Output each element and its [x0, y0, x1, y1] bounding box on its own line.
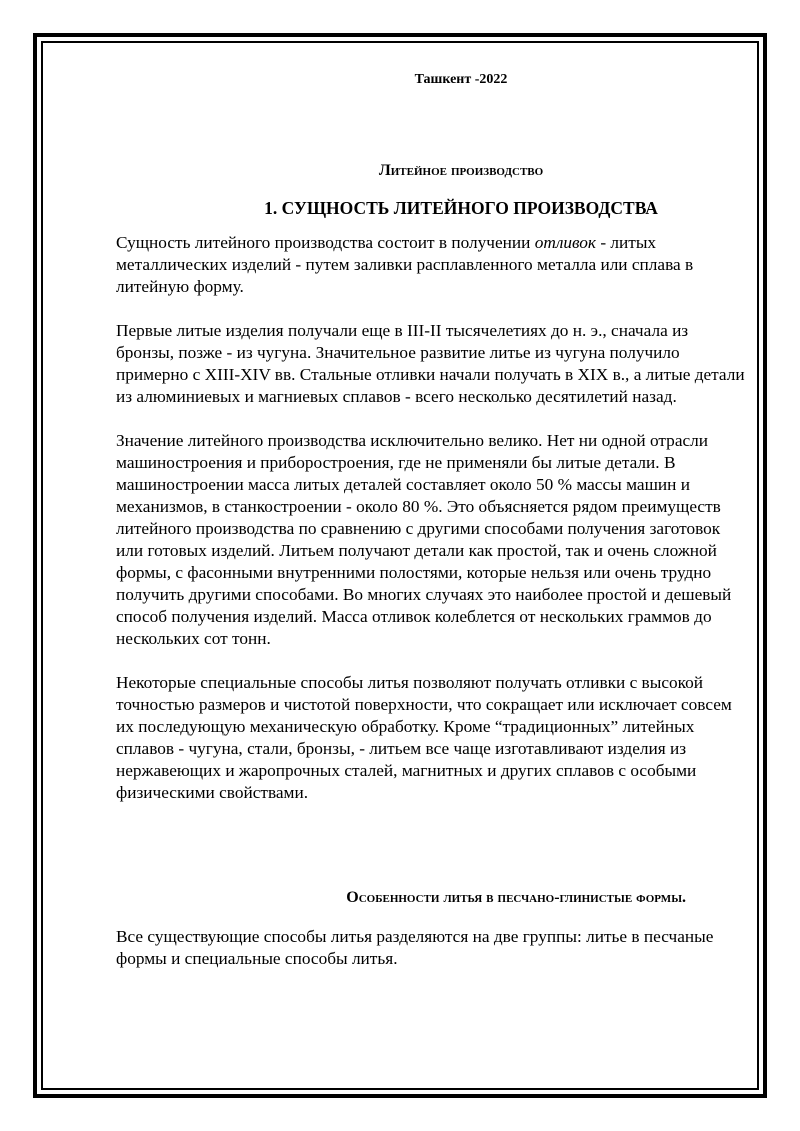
- emphasis-term: отливок: [534, 233, 596, 252]
- paragraph-text: Сущность литейного производства состоит в получении: [116, 233, 535, 252]
- paragraph-special-methods: Некоторые специальные способы литья позволяют получать отливки с высокой точностью размеров и чистотой поверхности, что сокращает или исключает совсем их последующую механическую обработку. Кроме “традиционных” литейных сплавов - чугуна, стали, бронзы, - литьем все чаще изготавливают изделия из нержавеющих и жаропрочных сталей, магнитных и других сплавов с особыми физическими свойствами.: [116, 673, 732, 802]
- chapter-title: Литейное производство: [378, 162, 544, 179]
- paragraph-casting-groups: Все существующие способы литья разделяются на две группы: литье в песчаные формы и специальные способы литья.: [116, 927, 714, 968]
- city-year: Ташкент -2022: [414, 72, 508, 87]
- paragraph-importance: Значение литейного производства исключительно велико. Нет ни одной отрасли машиностроения и приборостроения, где не применяли бы литые детали. В машиностроении масса литых деталей составляет около 50 % массы машин и механизмов, в станкостроении - около 80 %. Это объясняется рядом преимуществ литейного производства по сравнению с другими способами получения заготовок или готовых изделий. Литьем получают детали как простой, так и очень сложной формы, с фасонными внутренними полостями, которые нельзя или очень трудно получить другими способами. Во многих случаях это наиболее простой и дешевый способ получения изделий. Масса отливок колеблется от нескольких граммов до нескольких сот тонн.: [116, 431, 732, 648]
- paragraph-text: - литых металлических изделий - путем заливки расплавленного металла или сплава в литейную форму.: [116, 233, 694, 296]
- document-body: [116, 72, 746, 970]
- subsection-title: Особенности литья в песчано-глинистые формы.: [346, 889, 686, 906]
- section-title: 1. СУЩНОСТЬ ЛИТЕЙНОГО ПРОИЗВОДСТВА: [264, 198, 658, 218]
- paragraph-history: Первые литые изделия получали еще в III-II тысячелетиях до н. э., сначала из бронзы, позже - из чугуна. Значительное развитие литье из чугуна получило примерно с XIII-XIV вв. Стальные отливки начали получать в XIX в., а литые детали из алюминиевых и магниевых сплавов - всего несколько десятилетий назад.: [116, 321, 745, 406]
- paragraph-essence: [116, 232, 746, 298]
